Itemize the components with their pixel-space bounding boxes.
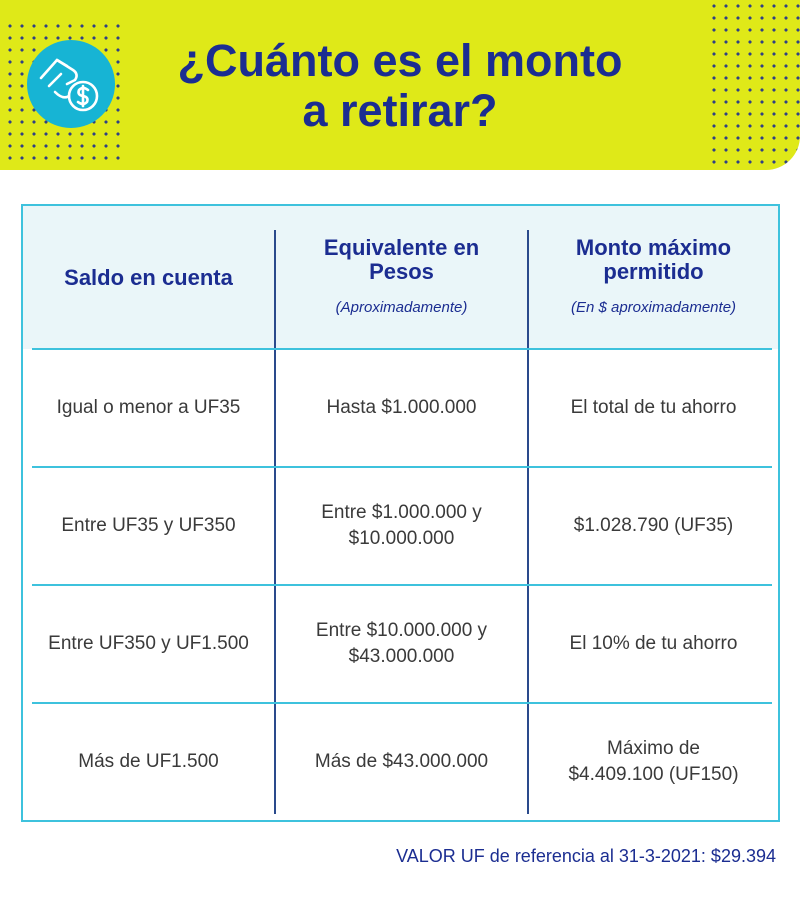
header-subtitle: (En $ aproximadamente) [570,298,737,316]
title-line-2: a retirar? [302,85,498,136]
table-cell: Entre UF35 y UF350 [61,515,236,536]
table-cell: Entre $1.000.000 y $10.000.000 [321,502,482,549]
table-cell: Entre $10.000.000 y $43.000.000 [315,620,488,667]
header-title: Equivalente en Pesos [323,234,480,284]
table-cell: Más de UF1.500 [78,751,219,772]
table-cell: $1.028.790 (UF35) [573,515,734,536]
header-subtitle: (Aproximadamente) [335,298,468,316]
header-title: Monto máximo permitido [575,234,732,284]
dot-pattern-right [708,0,800,165]
header-title: Saldo en cuenta [64,264,233,290]
title-line-1: ¿Cuánto es el monto [177,35,623,86]
table-cell: Máximo de $4.409.100 (UF150) [568,738,739,785]
table-cell: Más de $43.000.000 [314,751,489,772]
page-title [120,36,680,136]
table-cell: El total de tu ahorro [570,397,737,418]
header-saldo [23,206,274,349]
header-monto [529,206,778,349]
header-banner [0,0,800,170]
table-cell: Igual o menor a UF35 [56,397,241,418]
footer-note: VALOR UF de referencia al 31-3-2021: $29.394 [396,846,776,866]
table-cell: El 10% de tu ahorro [569,633,738,654]
header-equivalente [276,206,527,349]
hand-with-money-icon [27,40,115,128]
withdrawal-table [21,204,780,822]
table-cell: Hasta $1.000.000 [326,397,477,418]
table-cell: Entre UF350 y UF1.500 [48,633,249,654]
